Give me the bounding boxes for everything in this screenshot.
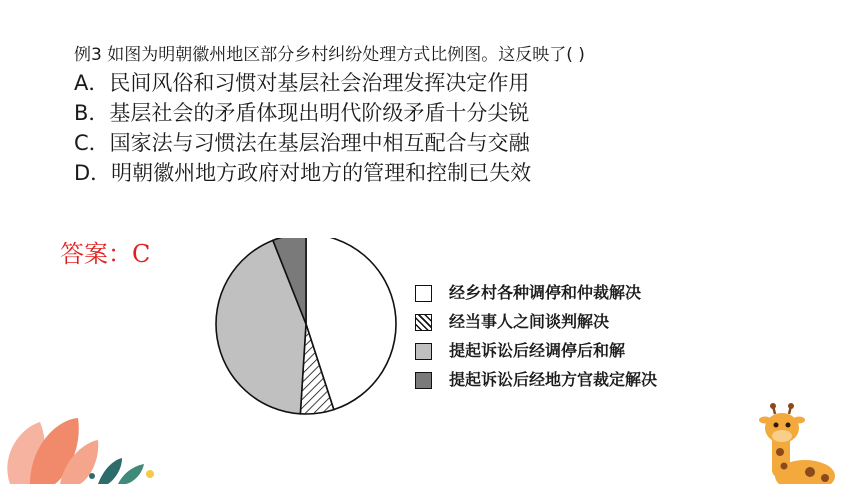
leaf-decoration bbox=[0, 400, 170, 484]
legend-label-1: 经当事人之间谈判解决 bbox=[449, 312, 610, 331]
answer-label: 答案：C bbox=[60, 240, 151, 268]
legend-item-2 bbox=[415, 340, 657, 369]
legend-swatch-3 bbox=[415, 372, 432, 389]
pie-chart-svg bbox=[200, 238, 400, 438]
leaf-shape-4 bbox=[98, 458, 122, 484]
giraffe-spot-3 bbox=[805, 467, 815, 477]
giraffe-muzzle bbox=[772, 430, 792, 442]
question-block bbox=[74, 42, 834, 188]
giraffe-spot-2 bbox=[781, 463, 788, 470]
giraffe-ear-left bbox=[759, 417, 771, 424]
giraffe-eye-right bbox=[786, 423, 791, 428]
question-stem: 例3 如图为明朝徽州地区部分乡村纠纷处理方式比例图。这反映了( ) bbox=[74, 45, 585, 65]
chart-legend bbox=[415, 282, 657, 398]
legend-item-3 bbox=[415, 369, 657, 398]
legend-item-1 bbox=[415, 311, 657, 340]
pie-chart bbox=[200, 238, 720, 438]
giraffe-icon bbox=[750, 402, 850, 484]
giraffe-ear-right bbox=[793, 417, 805, 424]
legend-swatch-1 bbox=[415, 314, 432, 331]
legend-swatch-0 bbox=[415, 285, 432, 302]
legend-label-2: 提起诉讼后经调停后和解 bbox=[449, 341, 626, 360]
giraffe-eye-left bbox=[774, 423, 779, 428]
leaf-shape-5 bbox=[118, 464, 144, 484]
berry-dot-2 bbox=[89, 473, 95, 479]
option-c[interactable]: C．国家法与习惯法在基层治理中相互配合与交融 bbox=[74, 131, 530, 155]
option-b[interactable]: B．基层社会的矛盾体现出明代阶级矛盾十分尖锐 bbox=[74, 101, 530, 125]
giraffe-spot-1 bbox=[776, 448, 784, 456]
option-d[interactable]: D．明朝徽州地方政府对地方的管理和控制已失效 bbox=[74, 161, 532, 185]
option-a[interactable]: A．民间风俗和习惯对基层社会治理发挥决定作用 bbox=[74, 71, 530, 95]
berry-dot bbox=[146, 470, 154, 478]
legend-item-0 bbox=[415, 282, 657, 311]
giraffe-horn-tip-left bbox=[770, 403, 776, 409]
legend-label-0: 经乡村各种调停和仲裁解决 bbox=[449, 283, 642, 302]
giraffe-horn-tip-right bbox=[788, 403, 794, 409]
legend-swatch-2 bbox=[415, 343, 432, 360]
legend-label-3: 提起诉讼后经地方官裁定解决 bbox=[449, 370, 658, 389]
giraffe-spot-4 bbox=[821, 474, 829, 482]
